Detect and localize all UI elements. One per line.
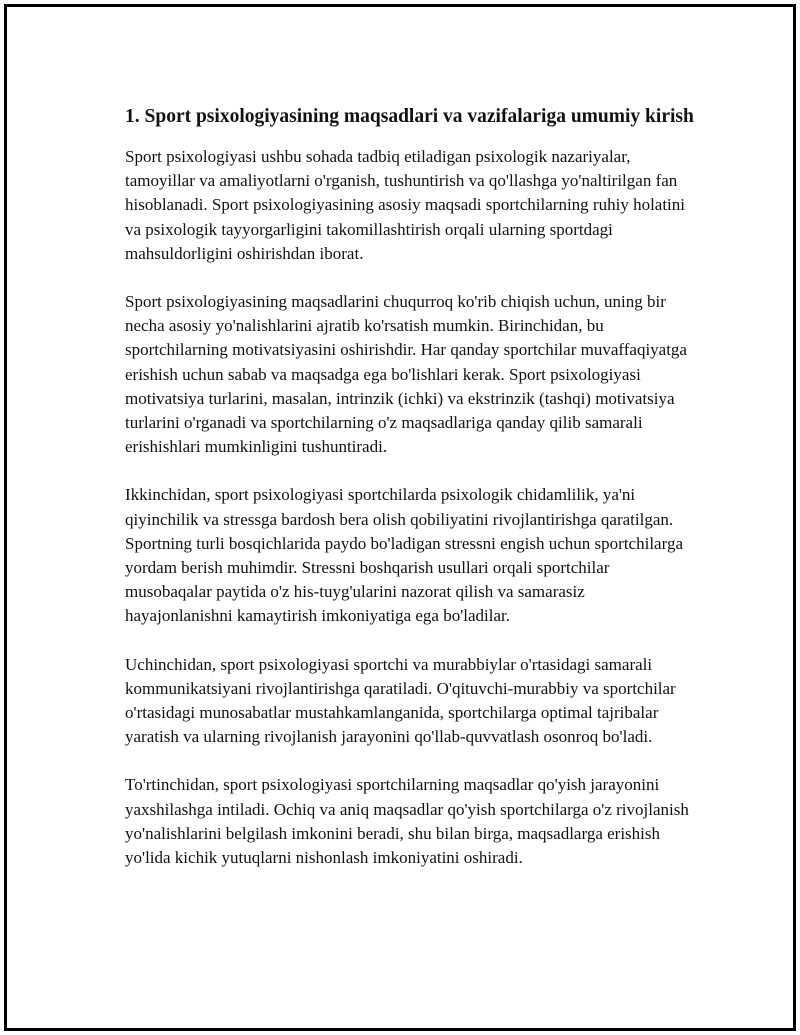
paragraph-4: Uchinchidan, sport psixologiyasi sportchi va murabbiylar o'rtasidagi samarali kommunikatsiyani rivojlantirishga qaratiladi. O'qituvchi-murabbiy va sportchilar o'rtasidagi munosabatlar mustahkamlanganida, sportchilarga optimal tajribalar yaratish va ularning rivojlanish jarayonini qo'llab-quvvatlash osonroq bo'ladi.: [125, 654, 676, 747]
section-heading: 1. Sport psixologiyasining maqsadlari va vazifalariga umumiy kirish: [125, 106, 694, 127]
paragraph-5: To'rtinchidan, sport psixologiyasi sportchilarning maqsadlar qo'yish jarayonini yaxshilashga intiladi. Ochiq va aniq maqsadlar qo'yish sportchilarga o'z rivojlanish yo'nalishlarini belgilash imkonini beradi, shu bilan birga, maqsadlarga erishish yo'lida kichik yutuqlarni nishonlash imkoniyatini oshiradi.: [125, 775, 689, 868]
page-frame: [4, 4, 796, 1031]
document-body: [125, 103, 695, 894]
paragraph-2: Sport psixologiyasining maqsadlarini chuqurroq ko'rib chiqish uchun, uning bir necha asosiy yo'nalishlarini ajratib ko'rsatish mumkin. Birinchidan, bu sportchilarning motivatsiyasini oshirishdir. Har qanday sportchilar muvaffaqiyatga erishish uchun sabab va maqsadga ega bo'lishlari kerak. Sport psixologiyasi motivatsiya turlarini, masalan, intrinzik (ichki) va ekstrinzik (tashqi) motivatsiya turlarini o'rganadi va sportchilarning o'z maqsadlariga qanday qilib samarali erishishlari mumkinligini tushuntiradi.: [125, 292, 687, 457]
paragraph-1: Sport psixologiyasi ushbu sohada tadbiq etiladigan psixologik nazariyalar, tamoyillar va amaliyotlarni o'rganish, tushuntirish va qo'llashga yo'naltirilgan fan hisoblanadi. Sport psixologiyasining asosiy maqsadi sportchilarning ruhiy holatini va psixologik tayyorgarligini takomillashtirish orqali ularning sportdagi mahsuldorligini oshirishdan iborat.: [125, 147, 686, 263]
paragraph-3: Ikkinchidan, sport psixologiyasi sportchilarda psixologik chidamlilik, ya'ni qiyinchilik va stressga bardosh bera olish qobiliyatini rivojlantirishga qaratilgan. Sportning turli bosqichlarida paydo bo'ladigan stressni engish uchun sportchilarga yordam berish muhimdir. Stressni boshqarish usullari orqali sportchilar musobaqalar paytida o'z his-tuyg'ularini nazorat qilish va samarasiz hayajonlanishni kamaytirish imkoniyatiga ega bo'ladilar.: [125, 485, 683, 626]
